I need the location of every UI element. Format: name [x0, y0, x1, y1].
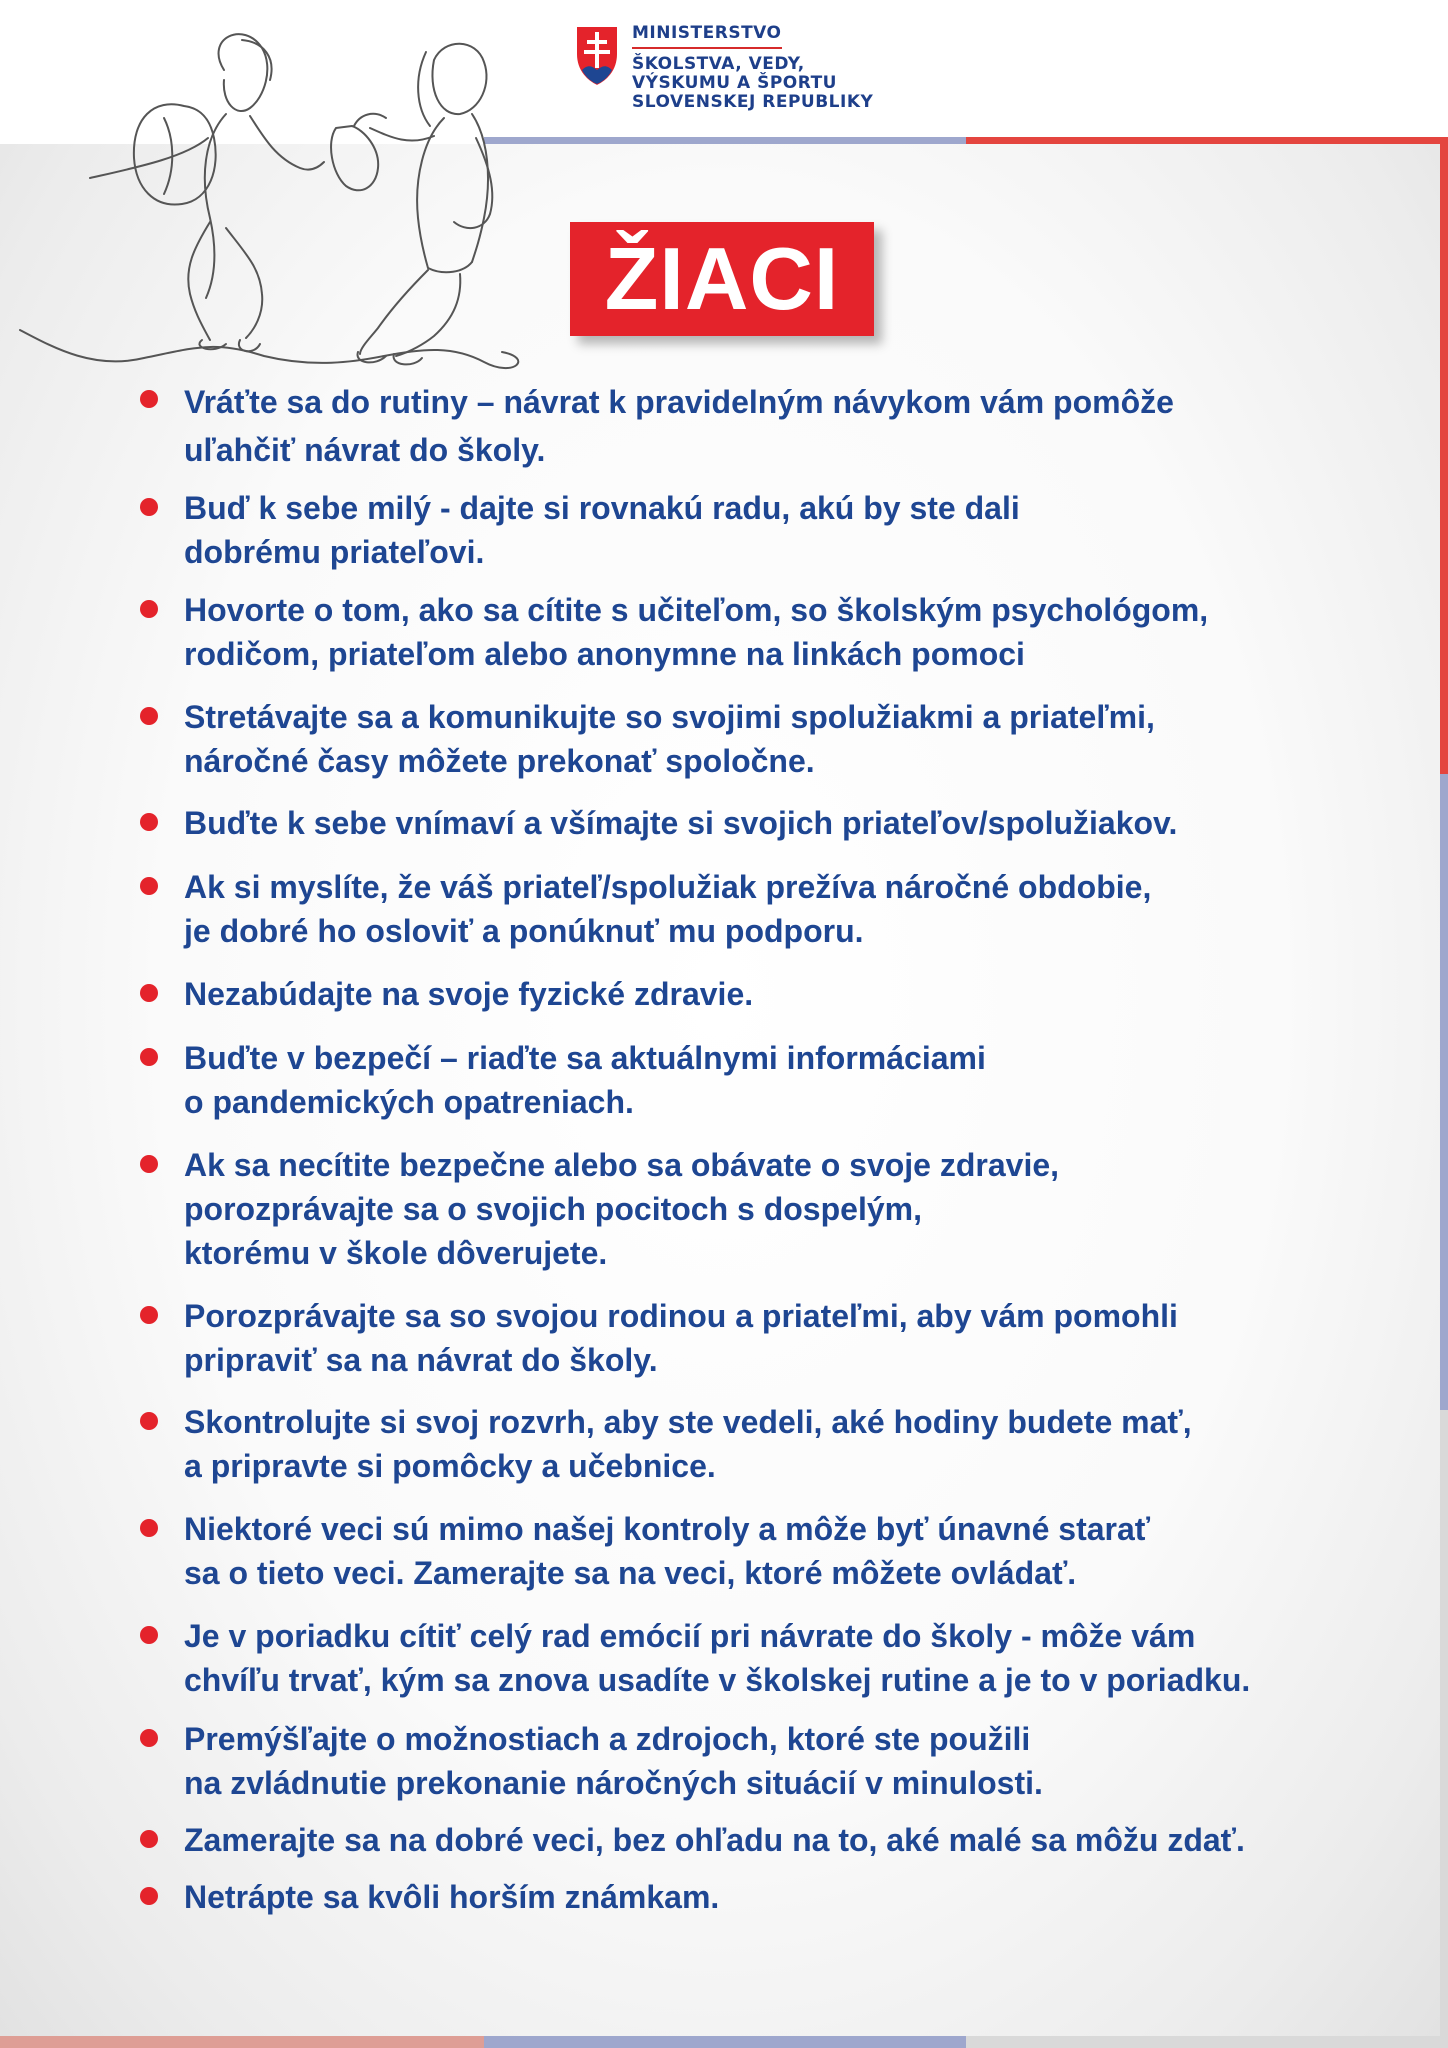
list-item-text [184, 1294, 1364, 1382]
list-item-line: Buď k sebe milý - dajte si rovnakú radu, akú by ste dali [184, 490, 1020, 526]
bullet-dot [140, 1048, 158, 1066]
list-item-text [184, 1036, 1364, 1124]
bullet-dot [140, 498, 158, 516]
list-item-line: je dobré ho osloviť a ponúknuť mu podporu. [184, 913, 864, 949]
list-item-text [184, 1614, 1364, 1702]
list-item-text [184, 1717, 1364, 1805]
list-item-text [184, 486, 1364, 574]
page-title: ŽIACI [570, 222, 874, 336]
list-item-line: pripraviť sa na návrat do školy. [184, 1342, 658, 1378]
list-item-line: Ak sa necítite bezpečne alebo sa obávate o svoje zdravie, [184, 1147, 1060, 1183]
list-item-line: a pripravte si pomôcky a učebnice. [184, 1448, 716, 1484]
list-item-line: ktorému v škole dôverujete. [184, 1235, 608, 1271]
list-item-text [184, 865, 1364, 953]
list-item-line: Vráťte sa do rutiny – návrat k pravidelným návykom vám pomôže [184, 384, 1174, 420]
bullet-dot [140, 600, 158, 618]
list-item-line: Buďte k sebe vnímaví a všímajte si svojich priateľov/spolužiakov. [184, 805, 1178, 841]
bullet-dot [140, 1306, 158, 1324]
list-item-text [184, 972, 1364, 1016]
list-item-line: Premýšľajte o možnostiach a zdrojoch, ktoré ste použili [184, 1721, 1031, 1757]
list-item-line: Porozprávajte sa so svojou rodinou a priateľmi, aby vám pomohli [184, 1298, 1178, 1334]
list-item-text [184, 1400, 1364, 1488]
list-item-line: dobrému priateľovi. [184, 534, 485, 570]
list-item-line: na zvládnutie prekonanie náročných situácií v minulosti. [184, 1765, 1043, 1801]
logo-line-2: ŠKOLSTVA, VEDY, [632, 54, 805, 74]
list-item-text [184, 1875, 1364, 1919]
list-item-line: Zamerajte sa na dobré veci, bez ohľadu na to, aké malé sa môžu zdať. [184, 1822, 1245, 1858]
bullet-dot [140, 1412, 158, 1430]
bullet-dot [140, 1729, 158, 1747]
bullet-dot [140, 1887, 158, 1905]
list-item-line: sa o tieto veci. Zamerajte sa na veci, ktoré môžete ovládať. [184, 1555, 1077, 1591]
list-item-line: Niektoré veci sú mimo našej kontroly a môže byť únavné starať [184, 1511, 1151, 1547]
list-item-line: Ak si myslíte, že váš priateľ/spolužiak prežíva náročné obdobie, [184, 869, 1152, 905]
list-item-line: Stretávajte sa a komunikujte so svojimi spolužiakmi a priateľmi, [184, 699, 1155, 735]
list-item-text [184, 801, 1364, 845]
list-item-line: Hovorte o tom, ako sa cítite s učiteľom, so školským psychológom, [184, 592, 1209, 628]
bullet-dot [140, 1155, 158, 1173]
list-item-line: porozprávajte sa o svojich pocitoch s dospelým, [184, 1191, 922, 1227]
list-item-line: Nezabúdajte na svoje fyzické zdravie. [184, 976, 754, 1012]
list-item-text [184, 378, 1364, 474]
bullet-dot [140, 1830, 158, 1848]
list-item-line: Je v poriadku cítiť celý rad emócií pri návrate do školy - môže vám [184, 1618, 1196, 1654]
list-item-text [184, 695, 1364, 783]
bullet-dot [140, 390, 158, 408]
list-item-text [184, 1143, 1364, 1275]
logo-line-4: SLOVENSKEJ REPUBLIKY [632, 92, 874, 112]
list-item-line: náročné časy môžete prekonať spoločne. [184, 743, 815, 779]
list-item-line: o pandemických opatreniach. [184, 1084, 634, 1120]
list-item-line: uľahčiť návrat do školy. [184, 432, 546, 468]
list-item-line: Netrápte sa kvôli horším známkam. [184, 1879, 720, 1915]
list-item-line: Skontrolujte si svoj rozvrh, aby ste vedeli, aké hodiny budete mať, [184, 1404, 1192, 1440]
bullet-dot [140, 984, 158, 1002]
list-item-line: rodičom, priateľom alebo anonymne na linkách pomoci [184, 636, 1025, 672]
logo-line-3: VÝSKUMU A ŠPORTU [632, 73, 837, 93]
bullet-dot [140, 877, 158, 895]
bullet-dot [140, 813, 158, 831]
list-item-line: Buďte v bezpečí – riaďte sa aktuálnymi informáciami [184, 1040, 986, 1076]
list-item-text [184, 1818, 1364, 1862]
bullet-dot [140, 1519, 158, 1537]
list-item-line: chvíľu trvať, kým sa znova usadíte v školskej rutine a je to v poriadku. [184, 1662, 1251, 1698]
bullet-dot [140, 707, 158, 725]
logo-line-1: MINISTERSTVO [632, 24, 782, 49]
bullet-dot [140, 1626, 158, 1644]
list-item-text [184, 1507, 1364, 1595]
list-item-text [184, 588, 1364, 676]
